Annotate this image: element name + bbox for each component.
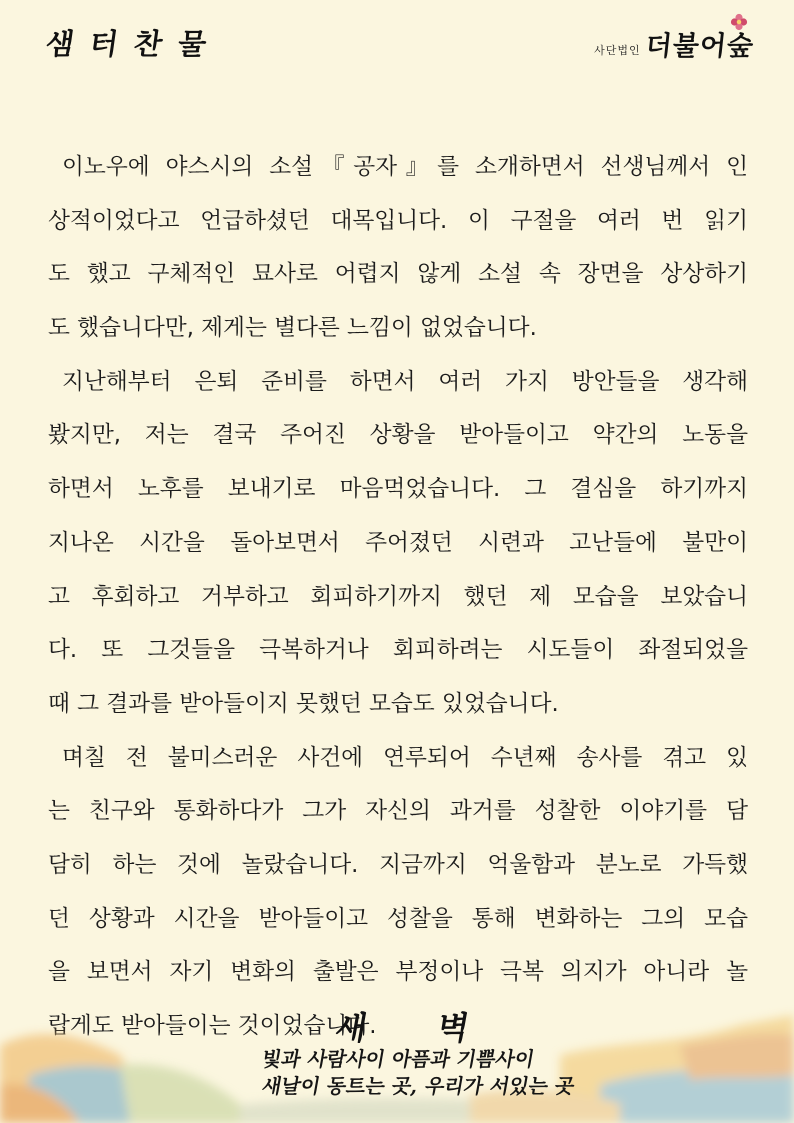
text-line: 지난해부터 은퇴 준비를 하면서 여러 가지 방안들을 생각해	[62, 368, 748, 395]
text-line: 고 후회하고 거부하고 회피하기까지 했던 제 모습을 보았습니	[48, 583, 748, 610]
text-line: 던 상황과 시간을 받아들이고 성찰을 통해 변화하는 그의 모습	[48, 905, 748, 932]
text-line: 도 했습니다만, 제게는 별다른 느낌이 없었습니다.	[48, 315, 537, 342]
text-line: 봤지만, 저는 결국 주어진 상황을 받아들이고 약간의 노동을	[48, 422, 748, 449]
text-line: 는 친구와 통화하다가 그가 자신의 과거를 성찰한 이야기를 담	[48, 798, 748, 825]
text-line: 며칠 전 불미스러운 사건에 연루되어 수년째 송사를 겪고 있	[62, 744, 748, 771]
motto-line-2: 새날이 동트는 곳, 우리가 서있는 곳	[259, 1074, 577, 1098]
text-line: 을 보면서 자기 변화의 출발은 부정이나 극복 의지가 아니라 놀	[48, 959, 748, 986]
text-line: 상적이었다고 언급하셨던 대목입니다. 이 구절을 여러 번 읽기	[48, 207, 748, 234]
text-line: 하면서 노후를 보내기로 마음먹었습니다. 그 결심을 하기까지	[48, 476, 748, 503]
text-line: 도 했고 구체적인 묘사로 어렵지 않게 소설 속 장면을 상상하기	[48, 261, 748, 288]
text-line: 때 그 결과를 받아들이지 못했던 모습도 있었습니다.	[48, 690, 559, 717]
organization-logo	[594, 24, 754, 63]
column-title: 샘 터 찬 물	[43, 27, 212, 61]
text-line: 랍게도 받아들이는 것이었습니다.	[48, 1013, 377, 1039]
text-line: 담히 하는 것에 놀랐습니다. 지금까지 억울함과 분노로 가득했	[48, 851, 748, 878]
text-line: 이노우에 야스시의 소설『공자』를 소개하면서 선생님께서 인	[62, 154, 748, 180]
paragraph-1	[48, 141, 748, 356]
organization-type: 사단법인	[594, 44, 641, 57]
organization-name: 더불어숲	[643, 31, 756, 62]
text-line: 지나온 시간을 돌아보면서 주어졌던 시련과 고난들에 불만이	[48, 529, 748, 556]
paragraph-2	[48, 356, 748, 732]
motto-line-1: 빛과 사람사이 아픔과 기쁨사이	[259, 1047, 537, 1071]
letter-body	[48, 141, 748, 1054]
motto-calligraphy	[259, 1046, 582, 1100]
signature-name: 새 벽	[332, 1009, 502, 1047]
page-header	[0, 0, 794, 80]
text-line: 다. 또 그것들을 극복하거나 회피하려는 시도들이 좌절되었을	[48, 637, 748, 664]
